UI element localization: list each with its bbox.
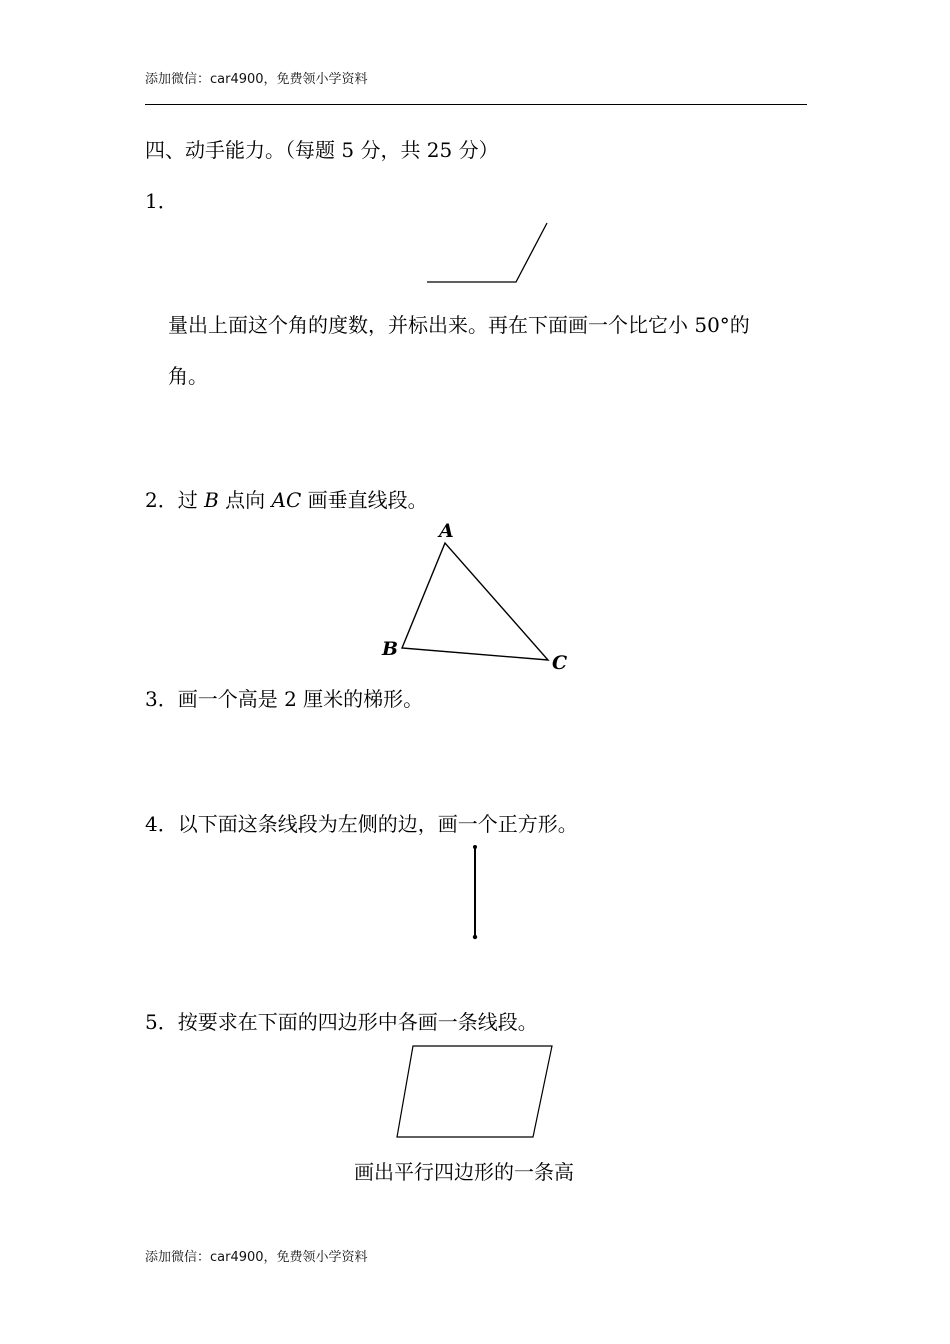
q2-text-mid: 点向 [218,488,272,512]
q3-prompt [145,687,423,711]
q2-segment-ac: AC [271,488,302,512]
q2-prompt [145,488,428,512]
q5-parallelogram-figure [390,1040,560,1145]
q4-prompt [145,812,578,836]
q2-label-b: B [382,638,399,660]
q4-number: 4． [145,812,178,836]
q1-text-line1: 量出上面这个角的度数，并标出来。再在下面画一个比它小 50°的 [168,313,750,337]
footer-note: 添加微信：car4900，免费领小学资料 [145,1250,368,1265]
q1-angle-lines [427,223,547,282]
q5-caption: 画出平行四边形的一条高 [354,1160,574,1184]
header-note: 添加微信：car4900，免费领小学资料 [145,72,368,87]
q4-segment-figure [465,840,485,945]
q5-prompt [145,1010,538,1034]
q2-number: 2． [145,488,178,512]
q2-text-pre: 过 [177,488,205,512]
q5-parallelogram [397,1046,552,1137]
header-rule [145,104,807,105]
section-title: 四、动手能力。（每题 5 分，共 25 分） [145,138,499,162]
q4-endpoint-top [473,845,477,849]
q1-number: 1． [145,189,178,213]
q3-text: 画一个高是 2 厘米的梯形。 [177,687,424,711]
q1-angle-figure [420,216,560,291]
q4-text: 以下面这条线段为左侧的边，画一个正方形。 [177,812,578,836]
q4-endpoint-bottom [473,935,477,939]
q1-text-line2: 角。 [168,364,208,388]
q2-triangle [402,543,548,660]
q2-text-post: 画垂直线段。 [301,488,428,512]
q5-number: 5． [145,1010,178,1034]
q2-point-b: B [204,488,219,512]
q5-text: 按要求在下面的四边形中各画一条线段。 [177,1010,538,1034]
q2-label-a: A [439,520,454,542]
q3-number: 3． [145,687,178,711]
q2-triangle-figure [370,515,580,680]
q2-label-c: C [552,652,568,674]
